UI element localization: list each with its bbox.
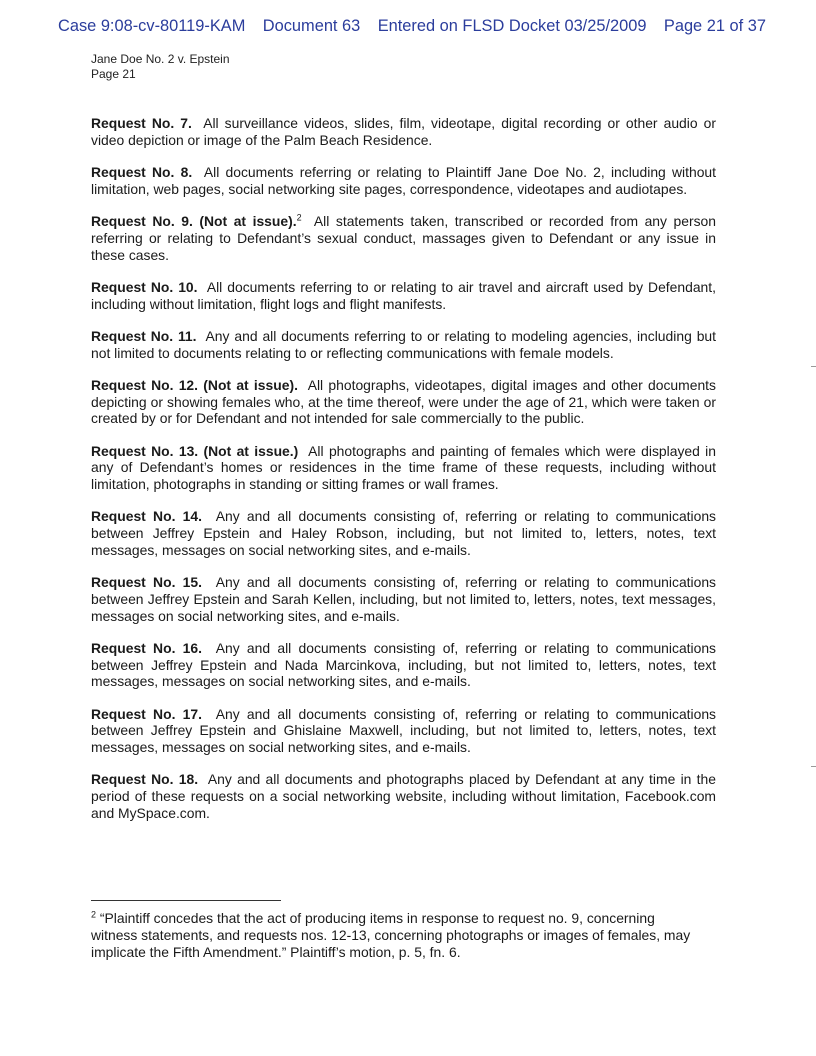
request-text: All photographs, videotapes, digital images and other documents depicting or showing females who, at the time thereof, were under the age of 21, which were taken or created by or for Defendant and not intended for sale commercially to the public. xyxy=(91,376,716,427)
request-label: Request No. 11. xyxy=(91,327,197,344)
request-label: Request No. 17. xyxy=(91,705,202,722)
request-text: All statements taken, transcribed or recorded from any person referring or relating to Defendant’s sexual conduct, massages given to Defendant or any issue in these cases. xyxy=(91,212,716,263)
request-item xyxy=(91,640,716,690)
request-text: All documents referring to or relating to air travel and aircraft used by Defendant, including without limitation, flight logs and flight manifests. xyxy=(91,278,716,312)
request-item xyxy=(91,377,716,427)
request-item xyxy=(91,508,716,558)
request-text: Any and all documents consisting of, referring or relating to communications between Jeffrey Epstein and Sarah Kellen, including, but not limited to, letters, notes, text messages, messages on social networking sites, and e-mails. xyxy=(91,574,717,624)
running-caption xyxy=(91,52,230,82)
request-item xyxy=(91,328,716,362)
request-label: Request No. 13. (Not at issue.) xyxy=(91,442,299,459)
page-count: Page 21 of 37 xyxy=(663,17,766,35)
request-label: Request No. 7. xyxy=(91,115,192,131)
request-text: Any and all documents referring to or relating to modeling agencies, including but not limited to documents relating to or reflecting communications with female models. xyxy=(91,327,716,361)
request-label: Request No. 9. (Not at issue). xyxy=(91,212,297,229)
request-item xyxy=(91,443,716,493)
case-title: Jane Doe No. 2 v. Epstein xyxy=(91,52,230,66)
request-label: Request No. 18. xyxy=(91,771,199,788)
page-label: Page 21 xyxy=(91,67,136,81)
request-label: Request No. 15. xyxy=(91,574,202,591)
request-label: Request No. 8. xyxy=(91,163,193,180)
request-text: All photographs and painting of females which were displayed in any of Defendant’s homes or residences in the time frame of these requests, including without limitation, photographs in standing or sitting frames or wall frames. xyxy=(91,442,716,493)
request-text: Any and all documents consisting of, referring or relating to communications between Jeffrey Epstein and Nada Marcinkova, including, but not limited to, letters, notes, text messages, messages on social networking sites, and e-mails. xyxy=(91,639,717,690)
request-item xyxy=(91,574,716,624)
requests-list xyxy=(91,115,716,837)
request-item xyxy=(91,164,716,198)
scan-edge-mark xyxy=(811,366,816,367)
footnote-text: “Plaintiff concedes that the act of producing items in response to request no. 9, concerning witness statements, and requests nos. 12-13, concerning photographs or images of females, may implicate the Fifth Amendment.” Plaintiff’s motion, p. 5, fn. 6. xyxy=(91,910,691,960)
request-label: Request No. 16. xyxy=(91,639,202,656)
ecf-header xyxy=(58,17,766,36)
request-label: Request No. 10. xyxy=(91,278,198,295)
request-text: Any and all documents consisting of, referring or relating to communications between Jeffrey Epstein and Ghislaine Maxwell, including, but not limited to, letters, notes, text messages, messages on social networking sites, and e-mails. xyxy=(91,705,717,756)
request-label: Request No. 14. xyxy=(91,508,202,525)
docket-entry: Entered on FLSD Docket 03/25/2009 xyxy=(377,17,647,35)
request-item xyxy=(91,771,716,821)
request-text: All documents referring or relating to Plaintiff Jane Doe No. 2, including without limitation, web pages, social networking site pages, correspondence, videotapes and audiotapes. xyxy=(91,163,717,197)
request-text: All surveillance videos, slides, film, videotape, digital recording or other audio or video depiction or image of the Palm Beach Residence. xyxy=(91,115,716,148)
document-number: Document 63 xyxy=(262,17,361,35)
request-item xyxy=(91,706,716,756)
request-item xyxy=(91,279,716,313)
footnote-marker: 2 xyxy=(296,212,302,223)
footnote-divider xyxy=(91,900,281,901)
footnote xyxy=(91,910,691,960)
request-label: Request No. 12. (Not at issue). xyxy=(91,376,298,393)
request-item xyxy=(91,115,716,149)
case-number: Case 9:08-cv-80119-KAM xyxy=(58,17,246,35)
footnote-number: 2 xyxy=(91,909,97,920)
request-item xyxy=(91,213,716,263)
scan-edge-mark xyxy=(811,766,816,767)
request-text: Any and all documents consisting of, referring or relating to communications between Jeffrey Epstein and Haley Robson, including, but not limited to, letters, notes, text messages, messages on social networking sites, and e-mails. xyxy=(91,508,717,558)
request-text: Any and all documents and photographs placed by Defendant at any time in the period of these requests on a social networking website, including without limitation, Facebook.com and MySpace.com. xyxy=(91,771,716,821)
